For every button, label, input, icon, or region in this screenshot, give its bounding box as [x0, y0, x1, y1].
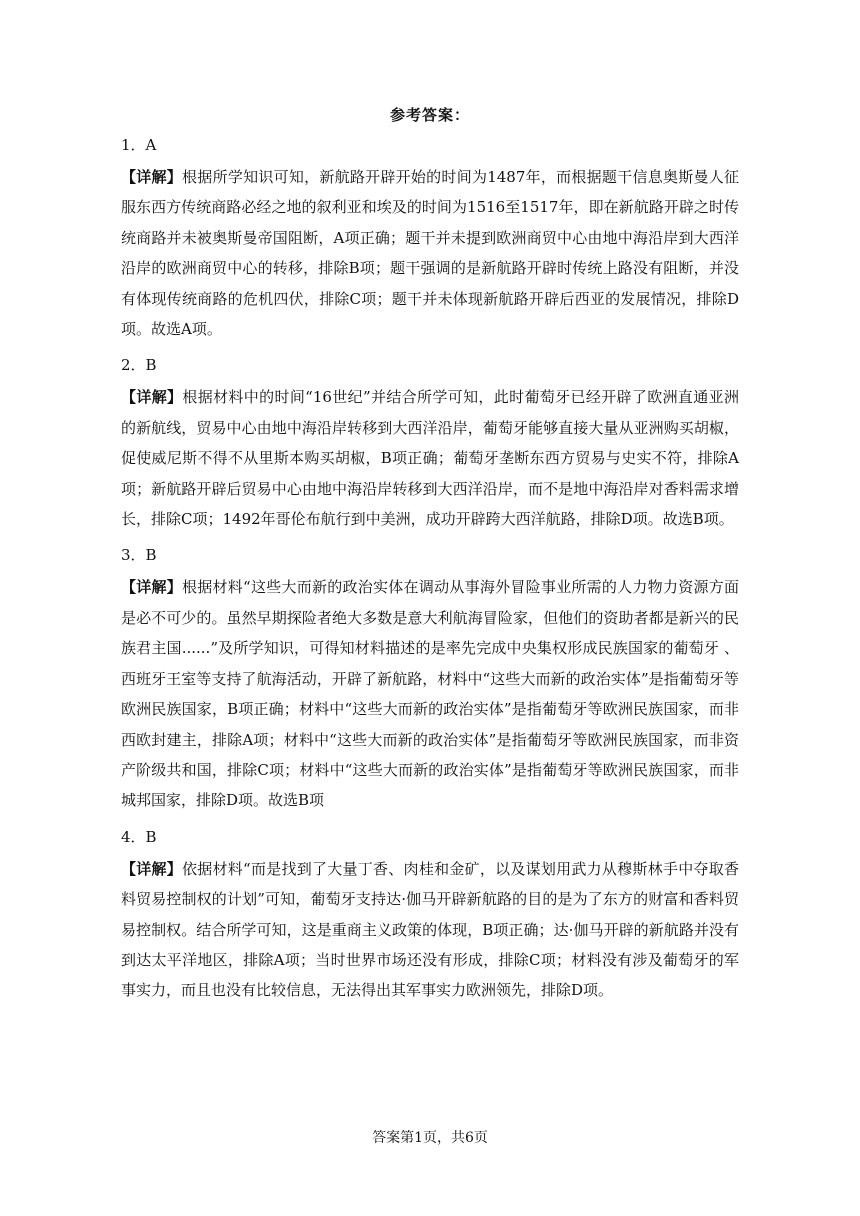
explanation-text: 根据材料“这些大而新的政治实体在调动从事海外冒险事业所需的人力物力资源方面是必不可少的。虽然早期探险者绝大多数是意大利航海冒险家，但他们的资助者都是新兴的民族君主国......”及所学知识，可得知材料描述的是率先完成中央集权形成民族国家的葡萄牙 、西班牙王室等支持了航海活动，开辟了新航路，材料中“这些大而新的政治实体”是指葡萄牙等欧洲民族国家，B项正确；材料中“这些大而新的政治实体”是指葡萄牙等欧洲民族国家，而非西欧封建主，排除A项；材料中“这些大而新的政治实体”是指葡萄牙等欧洲民族国家，而非资产阶级共和国，排除C项；材料中“这些大而新的政治实体”是指葡萄牙等欧洲民族国家，而非城邦国家，排除D项。故选B项 — [121, 578, 739, 810]
answer-explanation — [121, 162, 739, 344]
page-title: 参考答案： — [389, 106, 470, 124]
page-footer: 答案第1页，共6页 — [372, 1130, 488, 1146]
explanation-label: 【详解】 — [121, 168, 183, 186]
explanation-text: 根据材料中的时间“16世纪”并结合所学可知，此时葡萄牙已经开辟了欧洲直通亚洲的新航线，贸易中心由地中海沿岸转移到大西洋沿岸，葡萄牙能够直接大量从亚洲购买胡椒，促使威尼斯不得不从里斯本购买胡椒，B项正确；葡萄牙垄断东西方贸易与史实不符，排除A项；新航路开辟后贸易中心由地中海沿岸转移到大西洋沿岸，而不是地中海沿岸对香料需求增长，排除C项；1492年哥伦布航行到中美洲，成功开辟跨大西洋航路，排除D项。故选B项。 — [121, 388, 739, 529]
answer-item-3 — [121, 542, 739, 815]
answer-item-4 — [121, 824, 739, 1006]
answer-explanation — [121, 572, 739, 815]
answer-number: 3．B — [121, 546, 157, 565]
answer-number: 1．A — [121, 136, 157, 154]
answer-number: 2．B — [121, 356, 157, 375]
explanation-label: 【详解】 — [121, 388, 183, 407]
explanation-label: 【详解】 — [121, 859, 183, 878]
explanation-label: 【详解】 — [121, 578, 183, 597]
explanation-text: 根据所学知识可知，新航路开辟开始的时间为1487年，而根据题干信息奥斯曼人征服东西方传统商路必经之地的叙利亚和埃及的时间为1516至1517年，即在新航路开辟之时传统商路并未被奥斯曼帝国阻断，A项正确；题干并未提到欧洲商贸中心由地中海沿岸到大西洋沿岸的欧洲商贸中心的转移，排除B项；题干强调的是新航路开辟时传统上路没有阻断，并没有体现传统商路的危机四伏，排除C项；题干并未体现新航路开辟后西亚的发展情况，排除D项。故选A项。 — [121, 168, 739, 339]
answer-item-1 — [121, 132, 739, 344]
answer-list — [121, 132, 739, 1014]
answer-item-2 — [121, 352, 739, 534]
answer-number: 4．B — [121, 827, 157, 846]
answer-explanation — [121, 382, 739, 534]
explanation-text: 依据材料“而是找到了大量丁香、肉桂和金矿，以及谋划用武力从穆斯林手中夺取香料贸易控制权的计划”可知，葡萄牙支持达·伽马开辟新航路的目的是为了东方的财富和香料贸易控制权。结合所学可知，这是重商主义政策的体现，B项正确；达·伽马开辟的新航路并没有到达太平洋地区，排除A项；当时世界市场还没有形成，排除C项；材料没有涉及葡萄牙的军事实力，而且也没有比较信息，无法得出其军事实力欧洲领先，排除D项。 — [121, 859, 739, 1000]
answer-explanation — [121, 854, 739, 1006]
